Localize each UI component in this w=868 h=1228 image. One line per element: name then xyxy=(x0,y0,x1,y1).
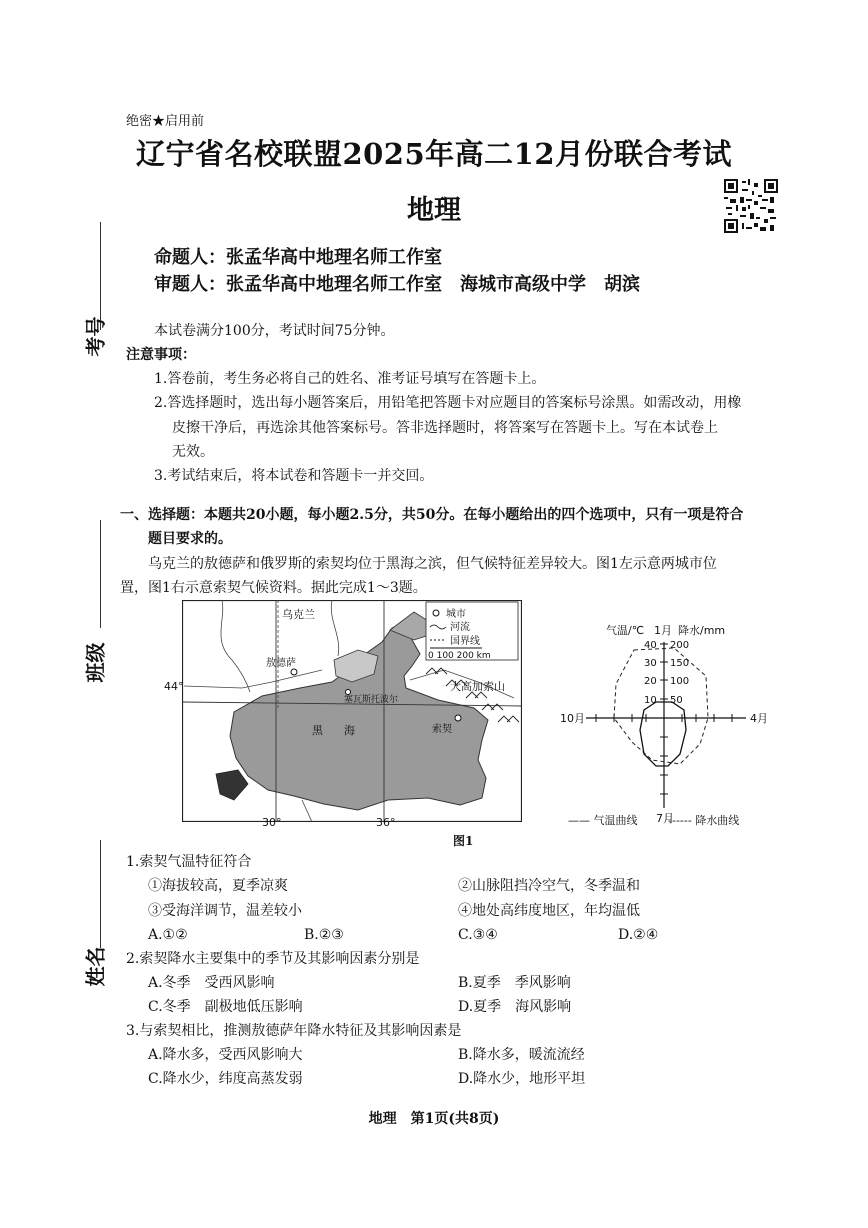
tick-10: 10 xyxy=(644,695,657,706)
exam-no-line xyxy=(100,222,101,330)
q1-option-3: ③受海洋调节，温差较小 xyxy=(148,903,302,919)
tick-50: 50 xyxy=(670,695,683,706)
q2-stem: 2.索契降水主要集中的季节及其影响因素分别是 xyxy=(126,951,420,967)
label-caucasus: 大高加索山 xyxy=(450,680,505,693)
section-heading-cont: 题目要求的。 xyxy=(148,531,232,547)
label-sevastopol: 塞瓦斯托波尔 xyxy=(344,695,399,705)
q2-choice-a: A.冬季 受西风影响 xyxy=(148,975,275,991)
lon-30-label: 30° xyxy=(262,816,282,829)
tick-40: 40 xyxy=(644,640,657,651)
city-odessa xyxy=(291,669,297,675)
label-ukraine: 乌克兰 xyxy=(282,608,315,621)
confidential-mark: 绝密★启用前 xyxy=(126,114,205,129)
exam-no-label: 考号 xyxy=(83,316,108,357)
month-jul: 7月 xyxy=(656,812,674,825)
q3-choice-a: A.降水多，受西风影响大 xyxy=(148,1047,303,1063)
tick-100: 100 xyxy=(670,676,690,687)
passage-line-2: 置，图1右示意索契气候资料。据此完成1～3题。 xyxy=(120,580,427,596)
q3-choice-b: B.降水多，暖流流经 xyxy=(458,1047,585,1063)
legend-border: 国界线 xyxy=(450,636,480,647)
tick-20: 20 xyxy=(644,676,657,687)
notice-item-3: 3.考试结束后，将本试卷和答题卡一并交回。 xyxy=(154,468,434,484)
notice-item-2c: 无效。 xyxy=(172,444,214,460)
precip-axis-label: 降水/mm xyxy=(678,624,726,637)
q3-choice-c: C.降水少，纬度高蒸发弱 xyxy=(148,1071,303,1087)
month-oct: 10月 xyxy=(560,712,585,725)
sochi-climate-chart xyxy=(556,618,788,830)
reviewer-line: 审题人：张孟华高中地理名师工作室 海城市高级中学 胡滨 xyxy=(154,274,640,295)
notice-title: 注意事项： xyxy=(126,347,196,363)
label-black-2: 海 xyxy=(344,724,355,737)
subject-title: 地理 xyxy=(407,195,461,226)
city-sevastopol xyxy=(346,690,351,695)
legend-river: 河流 xyxy=(450,622,470,633)
month-jan: 1月 xyxy=(654,624,672,637)
month-apr: 4月 xyxy=(750,712,768,725)
q1-choice-a: A.①② xyxy=(148,927,188,943)
q2-choice-d: D.夏季 海风影响 xyxy=(458,999,572,1015)
q1-option-1: ①海拔较高，夏季凉爽 xyxy=(148,878,288,894)
notice-item-2a: 2.答选择题时，选出每小题答案后，用铅笔把答题卡对应题目的答案标号涂黑。如需改动，用橡 xyxy=(154,395,742,411)
lon-36-label: 36° xyxy=(376,816,396,829)
qr-code-icon xyxy=(724,179,778,233)
page-footer: 地理 第1页(共8页) xyxy=(368,1111,500,1127)
label-sochi: 索契 xyxy=(432,724,452,735)
legend-precip-curve: ------ 降水曲线 xyxy=(668,814,740,827)
city-sochi xyxy=(455,715,461,721)
exam-title: 辽宁省名校联盟2025年高二12月份联合考试 xyxy=(135,137,733,171)
label-odessa: 敖德萨 xyxy=(266,658,296,669)
q1-stem: 1.索契气温特征符合 xyxy=(126,854,252,870)
name-label: 姓名 xyxy=(83,946,108,987)
passage-line-1: 乌克兰的敖德萨和俄罗斯的索契均位于黑海之滨，但气候特征差异较大。图1左示意两城市位 xyxy=(148,556,717,572)
tick-30: 30 xyxy=(644,658,657,669)
precipitation-curve xyxy=(614,648,708,764)
name-line xyxy=(100,840,101,948)
q1-choice-b: B.②③ xyxy=(304,927,344,943)
q1-choice-d: D.②④ xyxy=(618,927,659,943)
q1-choice-c: C.③④ xyxy=(458,927,498,943)
q2-choice-b: B.夏季 季风影响 xyxy=(458,975,571,991)
figure-caption: 图1 xyxy=(453,834,474,848)
legend-temp-curve: —— 气温曲线 xyxy=(568,814,638,827)
legend-city: 城市 xyxy=(446,609,466,620)
q1-option-2: ②山脉阻挡冷空气，冬季温和 xyxy=(458,878,640,894)
q3-stem: 3.与索契相比，推测敖德萨年降水特征及其影响因素是 xyxy=(126,1023,462,1039)
lat-44-label: 44° xyxy=(164,680,184,693)
notice-item-2b: 皮擦干净后，再选涂其他答案标号。答非选择题时，将答案写在答题卡上。写在本试卷上 xyxy=(172,420,718,436)
tick-200: 200 xyxy=(670,640,690,651)
author-line: 命题人：张孟华高中地理名师工作室 xyxy=(154,247,442,268)
tick-150: 150 xyxy=(670,658,690,669)
temp-axis-label: 气温/℃ xyxy=(606,624,645,637)
section-heading: 一、选择题：本题共20小题，每小题2.5分，共50分。在每小题给出的四个选项中，只有一项是符合 xyxy=(120,507,744,523)
legend-city-icon xyxy=(433,610,439,616)
black-sea-map xyxy=(182,600,522,822)
q1-option-4: ④地处高纬度地区，年均温低 xyxy=(458,903,640,919)
score-time: 本试卷满分100分，考试时间75分钟。 xyxy=(154,323,395,339)
q2-choice-c: C.冬季 副极地低压影响 xyxy=(148,999,303,1015)
label-black-1: 黑 xyxy=(312,724,323,737)
q3-choice-d: D.降水少，地形平坦 xyxy=(458,1071,586,1087)
legend-scale: 0 100 200 km xyxy=(428,651,491,661)
class-label: 班级 xyxy=(83,642,108,683)
notice-item-1: 1.答卷前，考生务必将自己的姓名、准考证号填写在答题卡上。 xyxy=(154,371,546,387)
class-line xyxy=(100,520,101,628)
